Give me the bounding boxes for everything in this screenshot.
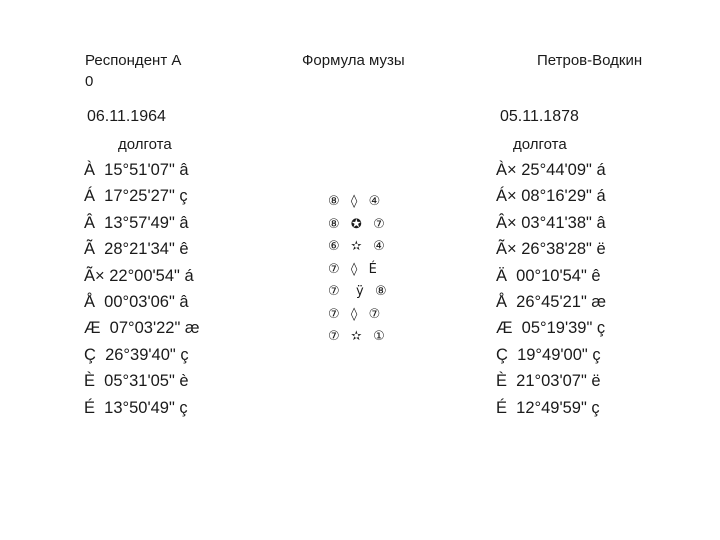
artist-longitude-label: долгота xyxy=(513,136,567,153)
artist-longitude-row: Á× 08°16'29" á xyxy=(496,187,606,206)
formula-row: ⑦ ◊ ⑦ xyxy=(328,306,382,322)
respondent-longitude-row: Ã× 22°00'54" á xyxy=(84,266,194,285)
formula-row: ⑦ ✫ ① xyxy=(328,329,386,344)
artist-longitude-row: Ç 19°49'00" ç xyxy=(496,345,601,364)
respondent-longitude-row: À 15°51'07" â xyxy=(84,161,189,179)
artist-longitude-list xyxy=(496,157,606,421)
respondent-longitude-row: Á 17°25'27" ç xyxy=(84,187,188,206)
artist-longitude-row: Â× 03°41'38" â xyxy=(496,213,606,232)
artist-longitude-row: È 21°03'07" ë xyxy=(496,372,601,391)
artist-longitude-row: Æ 05°19'39" ç xyxy=(496,319,606,338)
respondent-longitude-row: Ã 28°21'34" ê xyxy=(84,240,189,259)
respondent-longitude-row: È 05°31'05" è xyxy=(84,372,189,391)
formula-row: ⑧ ◊ ④ xyxy=(328,194,382,209)
respondent-header: Респондент А 0 xyxy=(85,52,182,90)
muse-formula xyxy=(328,191,388,349)
respondent-longitude-row: Ç 26°39'40" ç xyxy=(84,345,189,364)
formula-header: Формула музы xyxy=(302,52,405,69)
artist-longitude-row: Å 26°45'21" æ xyxy=(496,292,607,311)
respondent-longitude-label: долгота xyxy=(118,136,172,153)
respondent-longitude-row: Æ 07°03'22" æ xyxy=(84,319,200,338)
artist-longitude-row: Ä 00°10'54" ê xyxy=(496,266,601,285)
artist-birth-date: 05.11.1878 xyxy=(500,108,579,125)
formula-row: ⑧ ✪ ⑦ xyxy=(328,216,386,232)
formula-row: ⑥ ✫ ④ xyxy=(328,239,386,254)
formula-row: ⑦ ◊ É xyxy=(328,261,378,277)
artist-header: Петров-Водкин xyxy=(537,52,643,69)
respondent-longitude-list xyxy=(84,157,200,421)
respondent-longitude-row: Å 00°03'06" â xyxy=(84,292,189,311)
formula-row: ⑦ ÿ ⑧ xyxy=(328,284,388,299)
artist-longitude-row: À× 25°44'09" á xyxy=(496,161,606,179)
respondent-birth-date: 06.11.1964 xyxy=(87,108,166,125)
respondent-longitude-row: É 13°50'49" ç xyxy=(84,398,188,417)
artist-longitude-row: É 12°49'59" ç xyxy=(496,398,600,417)
artist-longitude-row: Ã× 26°38'28" ë xyxy=(496,240,606,259)
respondent-longitude-row: Â 13°57'49" â xyxy=(84,213,189,232)
